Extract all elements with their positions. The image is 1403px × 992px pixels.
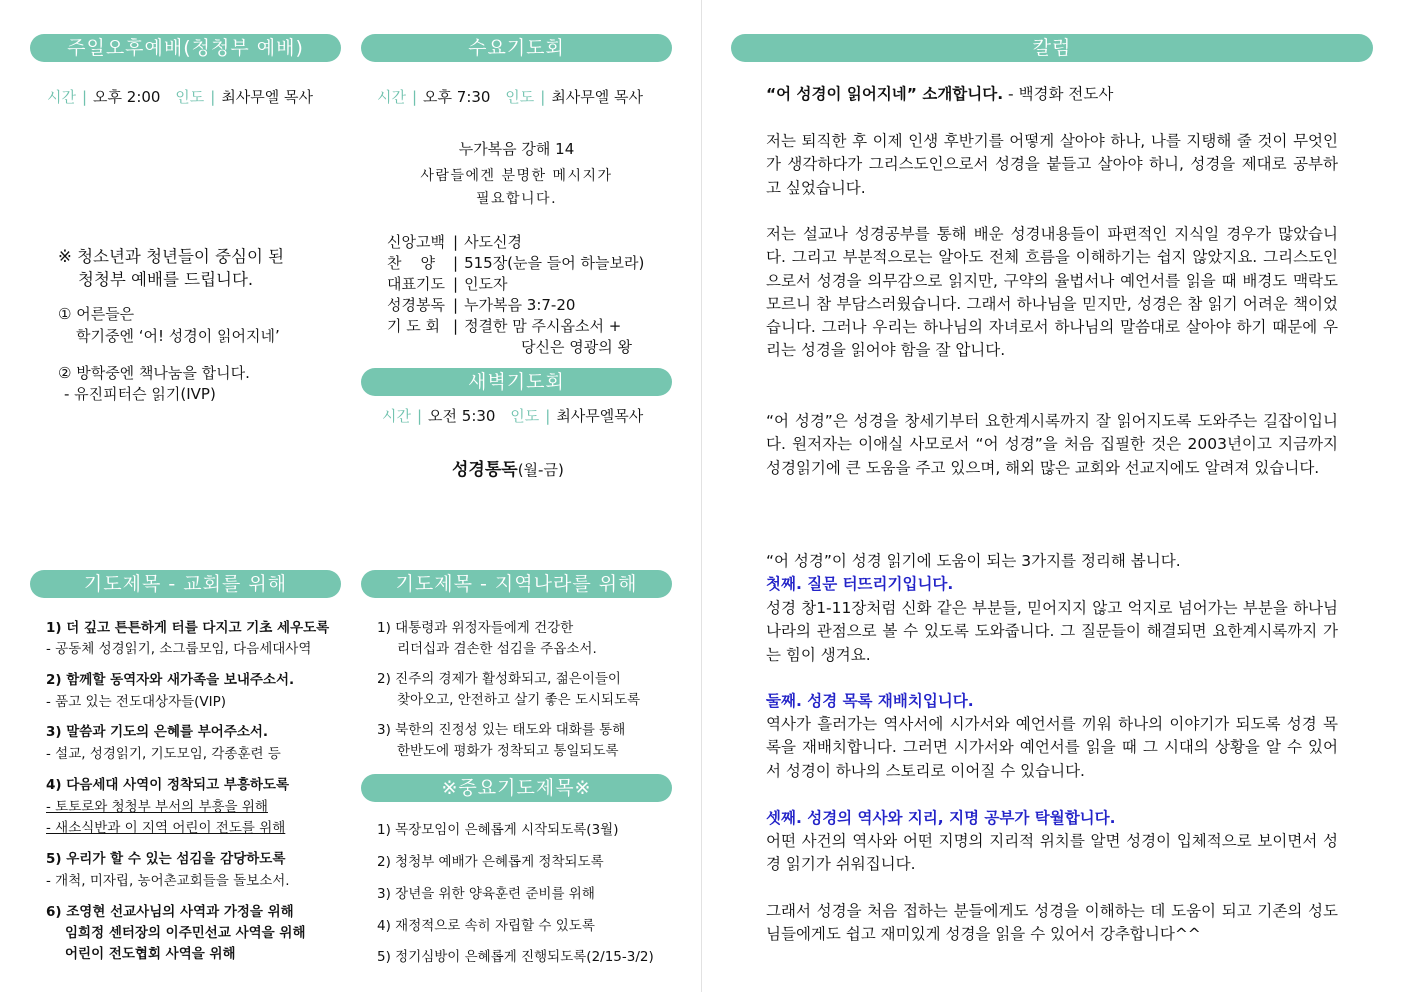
order-row: 성경봉독 | 누가복음 3:7-20 (387, 296, 576, 314)
column-point-intro: “어 성경”이 성경 읽기에 도움이 되는 3가지를 정리해 봅니다. (766, 552, 1181, 570)
time-label: 시간 (377, 88, 406, 106)
time-label: 시간 (382, 407, 411, 425)
order-value: 인도자 (464, 275, 508, 293)
important-prayer-item: 2) 청청부 예배가 은혜롭게 정착되도록 (377, 854, 604, 870)
sermon-title-line2: 필요합니다. (475, 191, 558, 207)
youth-note-line2: 청청부 예배를 드립니다. (78, 270, 254, 289)
dawn-time: 오전 5:30 (428, 407, 496, 425)
youth-item1-line1: ① 어른들은 (58, 305, 135, 323)
sunday-time-line: 시간 | 오후 2:00 인도 | 최사무엘 목사 (47, 88, 314, 106)
church-prayer-sub: - 개척, 미자립, 농어촌교회들을 돌보소서. (46, 873, 290, 889)
wednesday-time: 오후 7:30 (423, 88, 491, 106)
bible-reading-sub: (월-금) (517, 461, 564, 479)
church-prayer-sub: - 공동체 성경읽기, 소그룹모임, 다음세대사역 (46, 641, 312, 657)
church-prayer-item: 2) 함께할 동역자와 새가족을 보내주소서. (46, 672, 295, 688)
important-prayer-item: 3) 장년을 위한 양육훈련 준비를 위해 (377, 886, 595, 902)
region-prayer-item-cont: 리더십과 겸손한 섬김을 주옵소서. (397, 641, 597, 657)
order-row: 신앙고백 | 사도신경 (387, 233, 523, 251)
column-point-2-text: 역사가 흘러가는 역사서에 시가서와 예언서를 끼워 하나의 이야기가 되도록 성경 목록을 재배치합니다. 그러면 시가서와 예언서를 읽을 때 그 시대의 상황을 알 수 있어서 성경이 하나의 스토리로 이어질 수 있습니다. (766, 715, 1338, 780)
dawn-leader: 최사무엘목사 (556, 407, 644, 425)
church-prayer-sub: - 토토로와 청청부 부서의 부흥을 위해 (46, 799, 268, 815)
column-header: 칼럼 (731, 34, 1373, 62)
prayer-important-header: ※중요기도제목※ (361, 774, 672, 802)
time-label: 시간 (47, 88, 76, 106)
column-heading: “어 성경이 읽어지네” 소개합니다. (766, 85, 1004, 103)
church-prayer-sub: 임희정 센터장의 이주민선교 사역을 위해 (65, 925, 306, 941)
leader-label: 인도 (175, 88, 205, 106)
sermon-title-line1: 사람들에겐 분명한 메시지가 (420, 168, 613, 184)
column-point-1-heading: 첫째. 질문 터뜨리기입니다. (766, 575, 954, 593)
sunday-time: 오후 2:00 (93, 88, 161, 106)
dawn-service-header: 새벽기도회 (361, 368, 672, 396)
order-value: 정결한 맘 주시옵소서 + (464, 317, 622, 335)
region-prayer-item: 1) 대통령과 위정자들에게 건강한 (377, 620, 574, 636)
wednesday-leader: 최사무엘 목사 (551, 88, 644, 106)
column-author: - 백경화 전도사 (1008, 85, 1114, 103)
youth-item2-line1: ② 방학중엔 책나눔을 합니다. (58, 364, 250, 382)
order-label: 대표기도 (387, 275, 445, 293)
region-prayer-item: 3) 북한의 진정성 있는 태도와 대화를 통해 (377, 722, 626, 738)
leader-label: 인도 (510, 407, 540, 425)
region-prayer-item-cont: 한반도에 평화가 정착되고 통일되도록 (397, 743, 619, 759)
youth-item1-line2: 학기중엔 ‘어! 성경이 읽어지네’ (76, 327, 280, 345)
column-closing: 그래서 성경을 처음 접하는 분들에게도 성경을 이해하는 데 도움이 되고 기존의 성도님들에게도 쉽고 재미있게 성경을 읽을 수 있어서 강추합니다^^ (766, 902, 1338, 944)
church-prayer-item: 6) 조영현 선교사님의 사역과 가정을 위해 (46, 904, 294, 920)
order-row: 대표기도 | 인도자 (387, 275, 508, 293)
youth-item2-line2: - 유진피터슨 읽기(IVP) (64, 385, 216, 403)
order-row: 찬 양 | 515장(눈을 들어 하늘보라) (387, 254, 645, 272)
church-prayer-sub: 어린이 전도협회 사역을 위해 (65, 946, 236, 962)
column-paragraph-3: “어 성경”은 성경을 창세기부터 요한계시록까지 잘 읽어지도록 도와주는 길잡이입니다. 원저자는 이애실 사모로서 “어 성경”을 처음 집필한 것은 2003년이고 지금까지 성경읽기에 큰 도움을 주고 있으며, 해외 많은 교회와 선교지에도 알려져 있습니다. (766, 412, 1338, 477)
dawn-time-line: 시간 | 오전 5:30 인도 | 최사무엘목사 (382, 407, 644, 425)
column-point-3-text: 어떤 사건의 역사와 어떤 지명의 지리적 위치를 알면 성경이 입체적으로 보이면서 성경 읽기가 쉬워집니다. (766, 832, 1338, 874)
page-divider (701, 0, 702, 992)
order-continuation: 당신은 영광의 왕 (521, 338, 632, 356)
prayer-church-header: 기도제목 - 교회를 위해 (30, 570, 341, 598)
wednesday-service-header: 수요기도회 (361, 34, 672, 62)
sunday-service-header: 주일오후예배(청청부 예배) (30, 34, 341, 62)
bible-reading (452, 460, 564, 480)
order-label: 신앙고백 (387, 233, 445, 251)
sunday-leader: 최사무엘 목사 (221, 88, 314, 106)
column-paragraph-2: 저는 설교나 성경공부를 통해 배운 성경내용들이 파편적인 지식일 경우가 많았습니다. 그리고 부분적으로는 알아도 전체 흐름을 이해하기는 쉽지 않았지요. 그리스도인으로서 성경을 의무감으로 읽지만, 구약의 율법서나 예언서를 읽을 때 배경도 맥락도 모르니 참 부담스러웠습니다. 그래서 하나님을 믿지만, 성경은 참 읽기 어려운 책이었습니다. 그러나 우리는 하나님의 자녀로서 하나님의 말씀대로 살아야 하기 때문에 우리는 성경을 읽어야 함을 잘 압니다. (766, 225, 1338, 360)
column-heading-line (766, 84, 1113, 104)
sermon-series: 누가복음 강해 14 (458, 140, 575, 158)
order-row: 기 도 회 | 정결한 맘 주시옵소서 + (387, 317, 622, 335)
church-prayer-sub: - 품고 있는 전도대상자들(VIP) (46, 694, 227, 710)
column-point-2-heading: 둘째. 성경 목록 재배치입니다. (766, 692, 974, 710)
youth-note-line1: ※ 청소년과 청년들이 중심이 된 (58, 247, 285, 266)
column-point-1-text: 성경 창1-11장처럼 신화 같은 부분들, 믿어지지 않고 억지로 넘어가는 부분을 하나님 나라의 관점으로 볼 수 있도록 도와줍니다. 그 질문들이 해결되면 요한계시록까지 가는 힘이 생겨요. (766, 599, 1338, 664)
church-prayer-sub: - 설교, 성경읽기, 기도모임, 각종훈련 등 (46, 746, 281, 762)
bible-reading-main: 성경통독 (452, 460, 518, 480)
church-prayer-item: 1) 더 깊고 튼튼하게 터를 다지고 기초 세우도록 (46, 620, 330, 636)
column-point-3-heading: 셋째. 성경의 역사와 지리, 지명 공부가 탁월합니다. (766, 809, 1116, 827)
church-prayer-sub: - 새소식반과 이 지역 어린이 전도를 위해 (46, 820, 286, 836)
order-value: 사도신경 (464, 233, 523, 251)
church-prayer-item: 4) 다음세대 사역이 정착되고 부흥하도록 (46, 777, 290, 793)
region-prayer-item: 2) 진주의 경제가 활성화되고, 젊은이들이 (377, 671, 621, 687)
important-prayer-item: 5) 정기심방이 은혜롭게 진행되도록(2/15-3/2) (377, 949, 654, 965)
prayer-region-header: 기도제목 - 지역나라를 위해 (361, 570, 672, 598)
region-prayer-item-cont: 찾아오고, 안전하고 살기 좋은 도시되도록 (397, 692, 641, 708)
order-value: 누가복음 3:7-20 (464, 296, 576, 314)
order-value: 515장(눈을 들어 하늘보라) (464, 254, 645, 272)
important-prayer-item: 1) 목장모임이 은혜롭게 시작되도록(3월) (377, 822, 619, 838)
important-prayer-item: 4) 재정적으로 속히 자립할 수 있도록 (377, 918, 595, 934)
wednesday-time-line: 시간 | 오후 7:30 인도 | 최사무엘 목사 (377, 88, 644, 106)
order-label: 찬 양 (387, 254, 436, 272)
column-paragraph-1: 저는 퇴직한 후 이제 인생 후반기를 어떻게 살아야 하나, 나를 지탱해 줄 것이 무엇인가 생각하다가 그리스도인으로서 성경을 붙들고 살아야 하니, 성경을 제대로 공부하고 싶었습니다. (766, 132, 1338, 197)
church-prayer-item: 5) 우리가 할 수 있는 섬김을 감당하도록 (46, 851, 286, 867)
order-label: 기 도 회 (387, 317, 441, 335)
leader-label: 인도 (505, 88, 535, 106)
church-prayer-item: 3) 말씀과 기도의 은혜를 부어주소서. (46, 724, 269, 740)
order-label: 성경봉독 (387, 296, 445, 314)
